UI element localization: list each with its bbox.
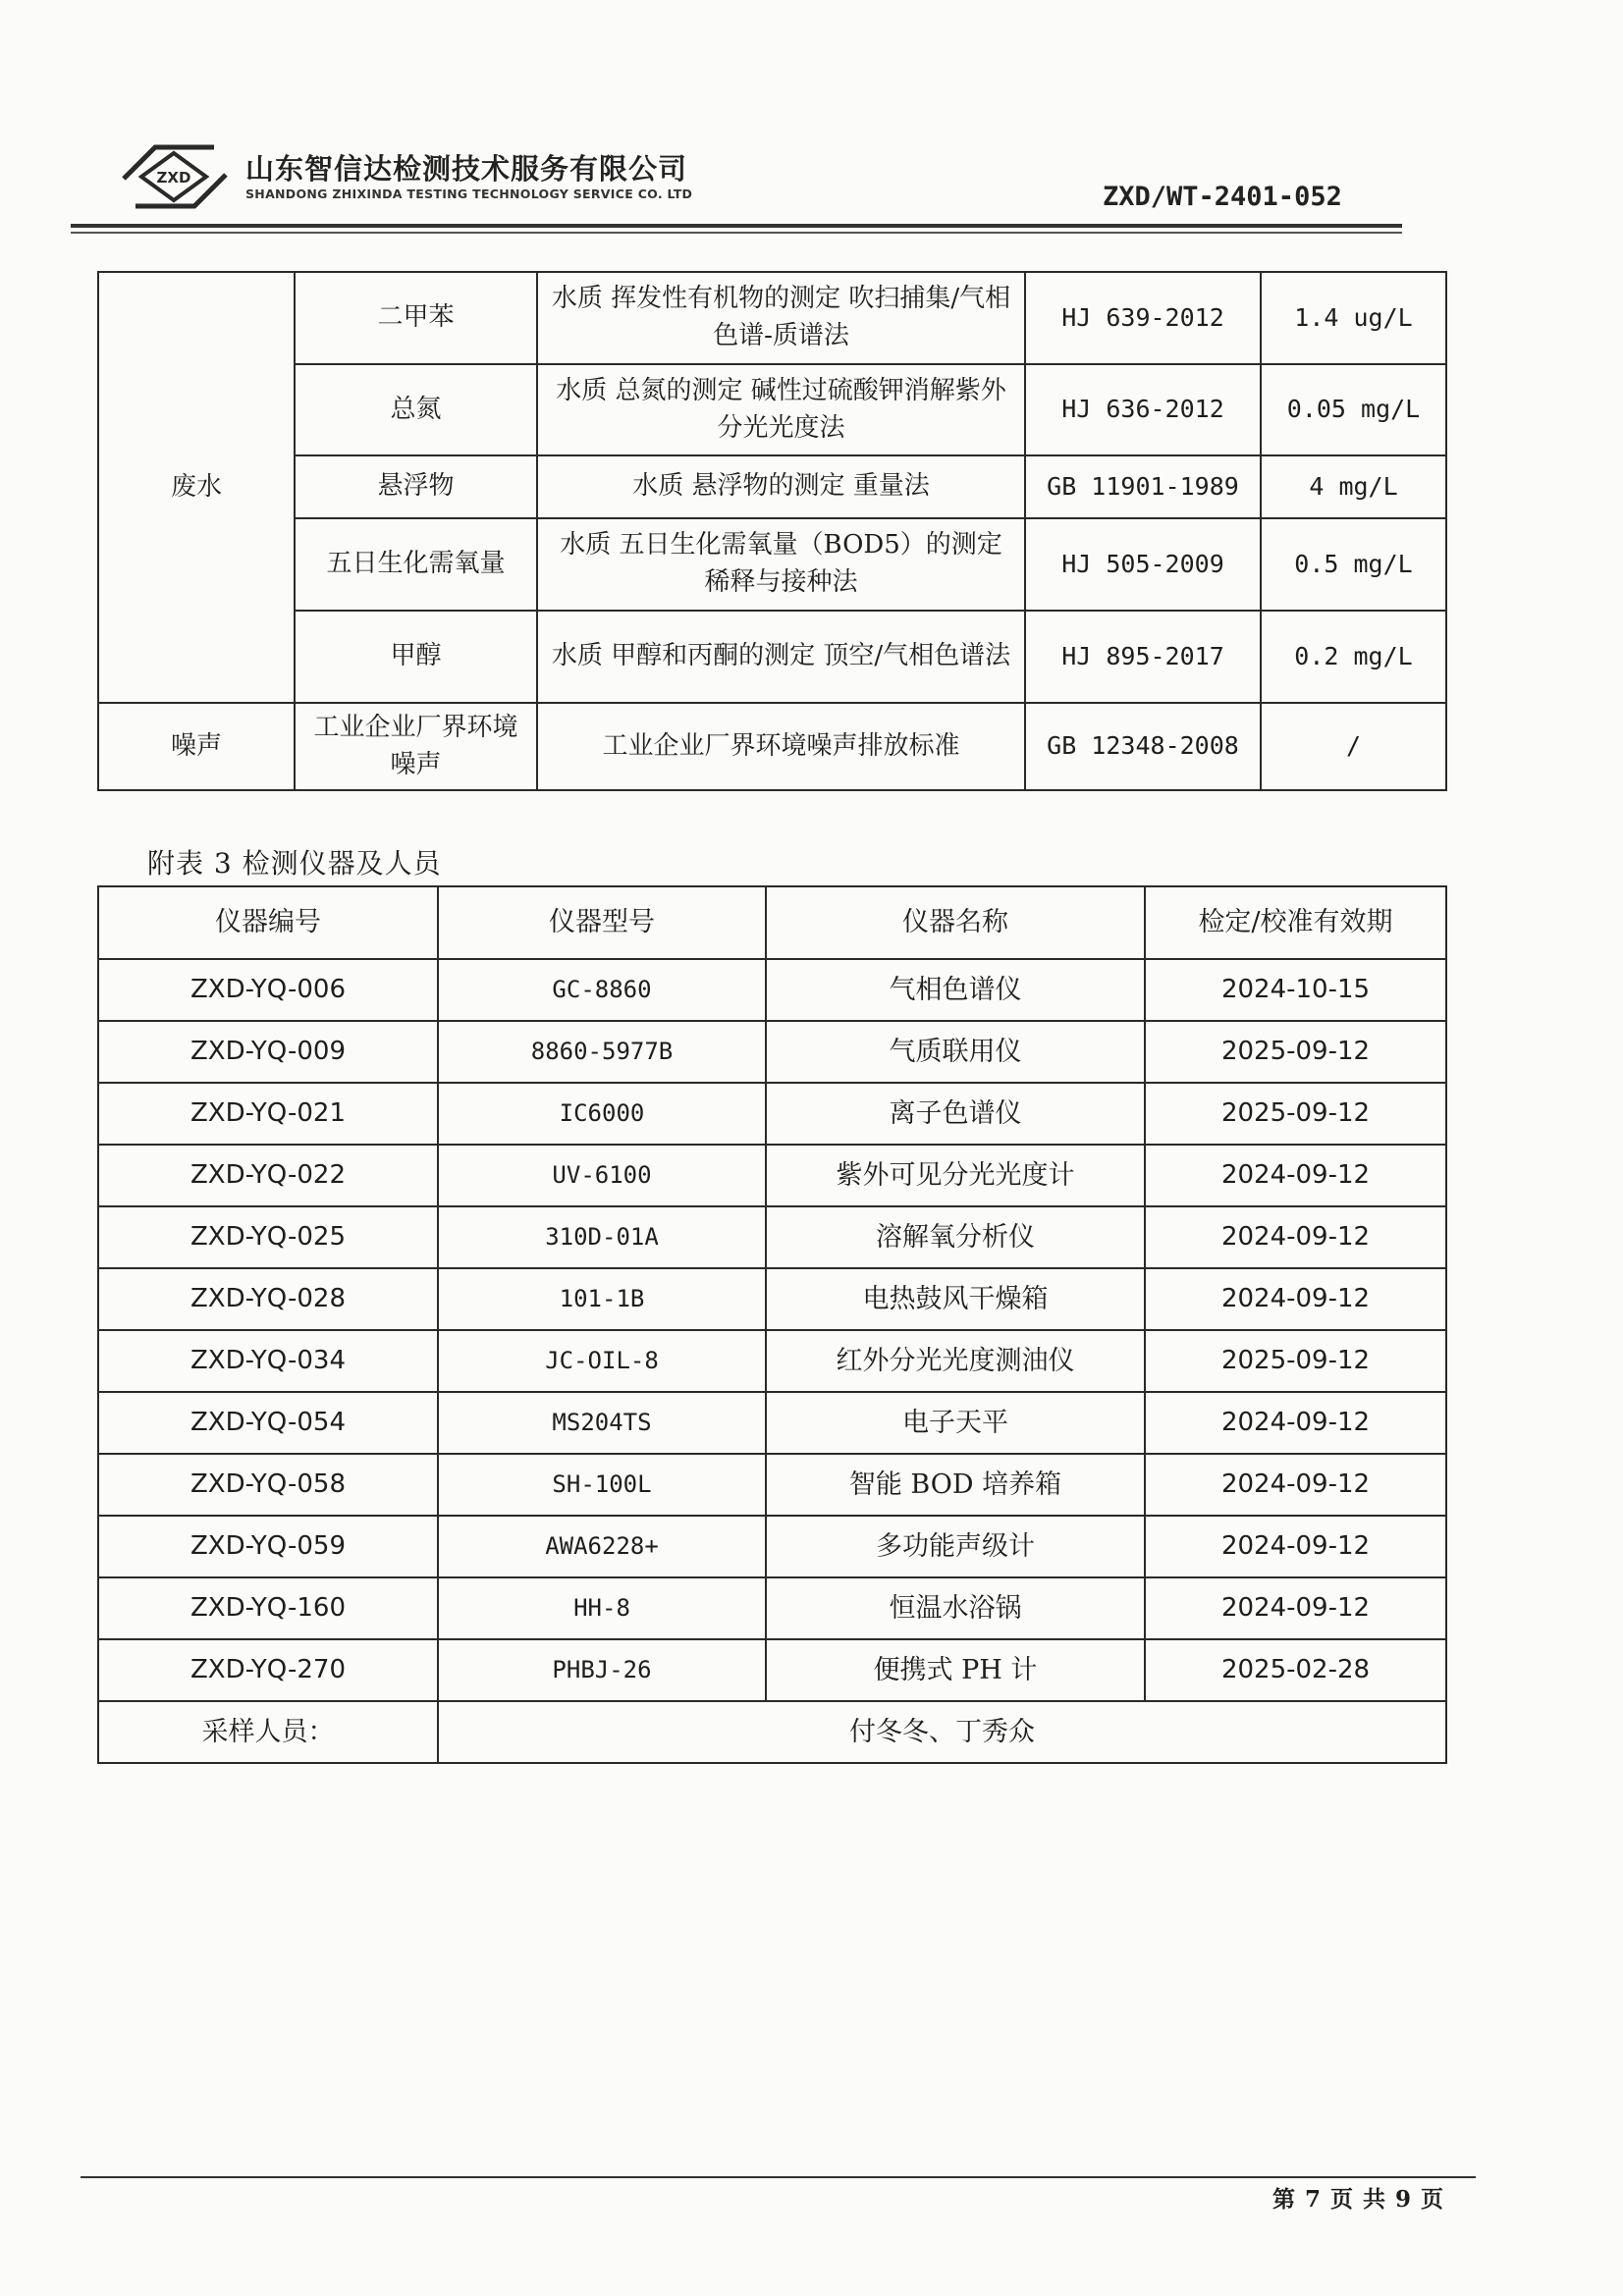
calibration-date-cell: 2025-02-28 (1145, 1639, 1446, 1701)
instrument-id-cell: ZXD-YQ-006 (98, 959, 438, 1021)
page-header (0, 0, 1623, 236)
item-cell: 五日生化需氧量 (295, 518, 537, 611)
instrument-name-cell: 便携式 PH 计 (766, 1639, 1145, 1701)
sampler-names: 付冬冬、丁秀众 (438, 1701, 1446, 1763)
report-number: ZXD/WT-2401-052 (1103, 182, 1342, 212)
header-cell: 检定/校准有效期 (1145, 886, 1446, 959)
instrument-name-cell: 紫外可见分光光度计 (766, 1145, 1145, 1206)
table-header-row (98, 886, 1446, 959)
item-cell: 总氮 (295, 364, 537, 455)
instrument-model-cell: UV-6100 (438, 1145, 766, 1206)
method-cell: 工业企业厂界环境噪声排放标准 (537, 703, 1025, 790)
calibration-date-cell: 2024-09-12 (1145, 1145, 1446, 1206)
standard-cell: HJ 895-2017 (1025, 611, 1261, 703)
calibration-date-cell: 2024-10-15 (1145, 959, 1446, 1021)
header-rule-thin (71, 232, 1402, 234)
calibration-date-cell: 2024-09-12 (1145, 1392, 1446, 1454)
calibration-date-cell: 2024-09-12 (1145, 1577, 1446, 1639)
limit-cell: 1.4 ug/L (1261, 272, 1446, 364)
instrument-name-cell: 智能 BOD 培养箱 (766, 1454, 1145, 1516)
instrument-name-cell: 恒温水浴锅 (766, 1577, 1145, 1639)
header-cell: 仪器名称 (766, 886, 1145, 959)
calibration-date-cell: 2025-09-12 (1145, 1330, 1446, 1392)
instrument-id-cell: ZXD-YQ-270 (98, 1639, 438, 1701)
header-cell: 仪器编号 (98, 886, 438, 959)
instrument-model-cell: SH-100L (438, 1454, 766, 1516)
method-cell: 水质 挥发性有机物的测定 吹扫捕集/气相色谱-质谱法 (537, 272, 1025, 364)
method-cell: 水质 总氮的测定 碱性过硫酸钾消解紫外分光光度法 (537, 364, 1025, 455)
limit-cell: 4 mg/L (1261, 455, 1446, 518)
table-row (98, 1021, 1446, 1083)
method-cell: 水质 甲醇和丙酮的测定 顶空/气相色谱法 (537, 611, 1025, 703)
table-row (98, 1577, 1446, 1639)
calibration-date-cell: 2024-09-12 (1145, 1206, 1446, 1268)
table-row (98, 959, 1446, 1021)
standard-cell: GB 12348-2008 (1025, 703, 1261, 790)
table-row (98, 1268, 1446, 1330)
table-row (98, 1454, 1446, 1516)
calibration-date-cell: 2024-09-12 (1145, 1454, 1446, 1516)
method-cell: 水质 悬浮物的测定 重量法 (537, 455, 1025, 518)
header-rule (71, 224, 1402, 228)
instrument-id-cell: ZXD-YQ-054 (98, 1392, 438, 1454)
table-row (98, 1206, 1446, 1268)
instrument-id-cell: ZXD-YQ-059 (98, 1516, 438, 1577)
table-row (98, 1392, 1446, 1454)
table-row (98, 1330, 1446, 1392)
company-name-cn: 山东智信达检测技术服务有限公司 (245, 152, 688, 186)
instrument-model-cell: AWA6228+ (438, 1516, 766, 1577)
item-cell: 甲醇 (295, 611, 537, 703)
page-number: 第 7 页 共 9 页 (1272, 2186, 1445, 2213)
instrument-model-cell: 310D-01A (438, 1206, 766, 1268)
limit-cell: 0.5 mg/L (1261, 518, 1446, 611)
company-logo (116, 139, 232, 214)
item-cell: 悬浮物 (295, 455, 537, 518)
instrument-name-cell: 气相色谱仪 (766, 959, 1145, 1021)
instrument-name-cell: 多功能声级计 (766, 1516, 1145, 1577)
instrument-name-cell: 红外分光光度测油仪 (766, 1330, 1145, 1392)
instrument-name-cell: 溶解氧分析仪 (766, 1206, 1145, 1268)
instrument-model-cell: 8860-5977B (438, 1021, 766, 1083)
instrument-name-cell: 电子天平 (766, 1392, 1145, 1454)
table-row (98, 1083, 1446, 1145)
instrument-id-cell: ZXD-YQ-034 (98, 1330, 438, 1392)
company-name-en: SHANDONG ZHIXINDA TESTING TECHNOLOGY SERVICE CO. LTD (245, 187, 693, 201)
instrument-model-cell: GC-8860 (438, 959, 766, 1021)
instrument-id-cell: ZXD-YQ-021 (98, 1083, 438, 1145)
table-row (98, 1639, 1446, 1701)
instrument-name-cell: 电热鼓风干燥箱 (766, 1268, 1145, 1330)
sampler-label: 采样人员： (98, 1701, 438, 1763)
method-cell: 水质 五日生化需氧量（BOD5）的测定 稀释与接种法 (537, 518, 1025, 611)
table-row (98, 364, 1446, 455)
methods-table (97, 271, 1447, 791)
table-row (98, 703, 1446, 790)
calibration-date-cell: 2024-09-12 (1145, 1268, 1446, 1330)
instrument-id-cell: ZXD-YQ-022 (98, 1145, 438, 1206)
table-row (98, 611, 1446, 703)
limit-cell: / (1261, 703, 1446, 790)
instrument-id-cell: ZXD-YQ-058 (98, 1454, 438, 1516)
item-cell: 工业企业厂界环境噪声 (295, 703, 537, 790)
instrument-model-cell: IC6000 (438, 1083, 766, 1145)
category-cell: 噪声 (98, 703, 295, 790)
instrument-id-cell: ZXD-YQ-025 (98, 1206, 438, 1268)
instruments-table (97, 885, 1447, 1764)
sampler-row (98, 1701, 1446, 1763)
calibration-date-cell: 2024-09-12 (1145, 1516, 1446, 1577)
limit-cell: 0.05 mg/L (1261, 364, 1446, 455)
header-cell: 仪器型号 (438, 886, 766, 959)
instrument-model-cell: JC-OIL-8 (438, 1330, 766, 1392)
table-row (98, 1516, 1446, 1577)
calibration-date-cell: 2025-09-12 (1145, 1021, 1446, 1083)
instrument-model-cell: PHBJ-26 (438, 1639, 766, 1701)
instrument-id-cell: ZXD-YQ-028 (98, 1268, 438, 1330)
calibration-date-cell: 2025-09-12 (1145, 1083, 1446, 1145)
instrument-model-cell: HH-8 (438, 1577, 766, 1639)
footer-rule (81, 2176, 1476, 2178)
table-row (98, 1145, 1446, 1206)
table-row (98, 272, 1446, 364)
standard-cell: HJ 636-2012 (1025, 364, 1261, 455)
standard-cell: HJ 639-2012 (1025, 272, 1261, 364)
standard-cell: HJ 505-2009 (1025, 518, 1261, 611)
instrument-name-cell: 离子色谱仪 (766, 1083, 1145, 1145)
category-cell: 废水 (98, 272, 295, 703)
limit-cell: 0.2 mg/L (1261, 611, 1446, 703)
item-cell: 二甲苯 (295, 272, 537, 364)
instrument-model-cell: MS204TS (438, 1392, 766, 1454)
table-row (98, 455, 1446, 518)
svg-text:ZXD: ZXD (156, 169, 191, 187)
instrument-model-cell: 101-1B (438, 1268, 766, 1330)
standard-cell: GB 11901-1989 (1025, 455, 1261, 518)
instrument-id-cell: ZXD-YQ-009 (98, 1021, 438, 1083)
instrument-name-cell: 气质联用仪 (766, 1021, 1145, 1083)
table-caption: 附表 3 检测仪器及人员 (147, 847, 442, 880)
instrument-id-cell: ZXD-YQ-160 (98, 1577, 438, 1639)
table-row (98, 518, 1446, 611)
